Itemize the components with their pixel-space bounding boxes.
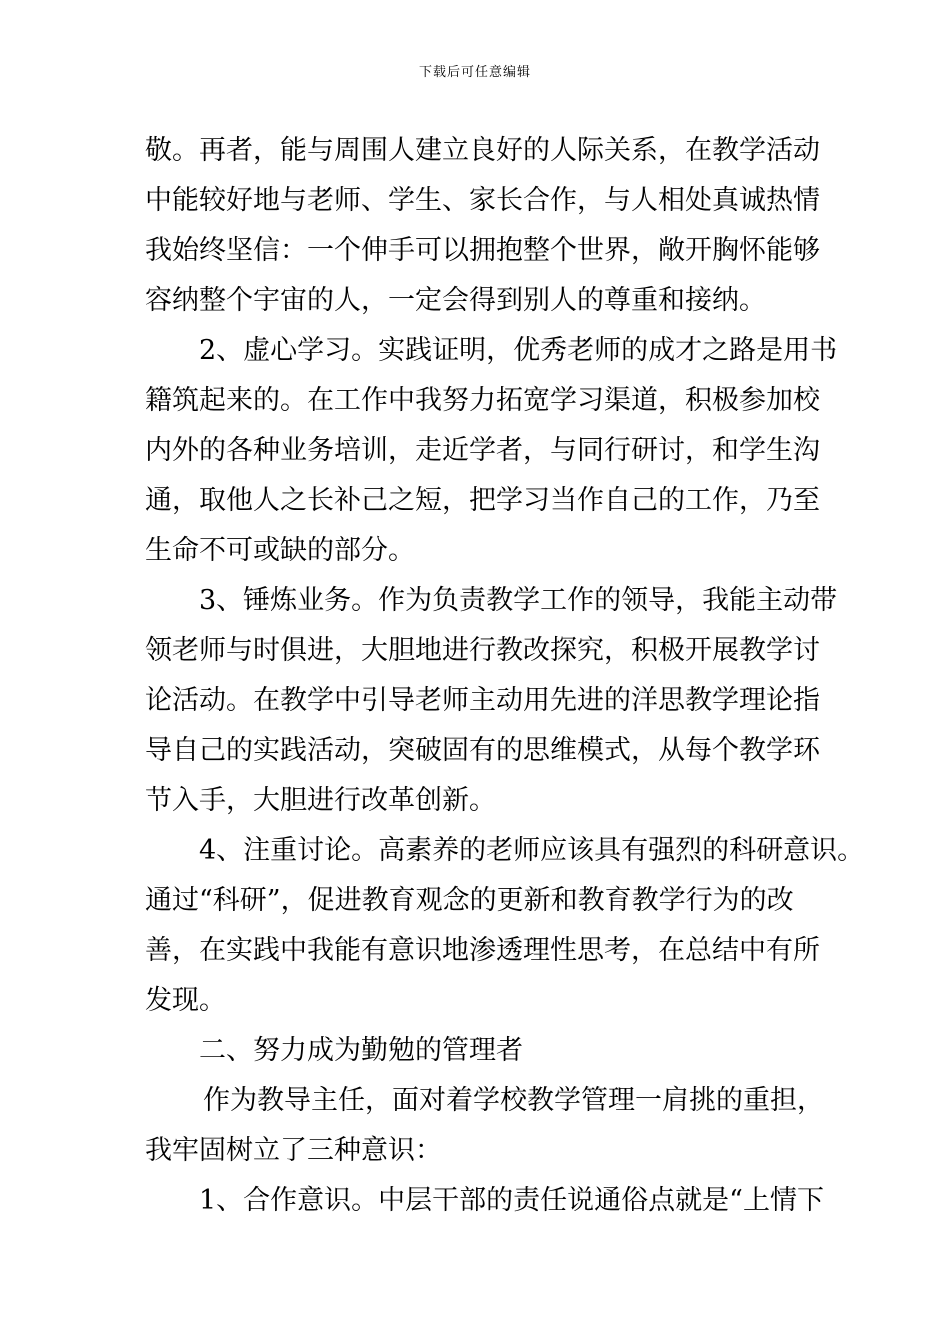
text-line-7: 内外的各种业务培训，走近学者，与同行研讨，和学生沟 [145, 435, 820, 466]
text-line-13: 导自己的实践活动，突破固有的思维模式，从每个教学环 [145, 735, 820, 766]
text-line-8: 通，取他人之长补己之短，把学习当作自己的工作，乃至 [145, 485, 820, 516]
text-line-10: 3、锤炼业务。作为负责教学工作的领导，我能主动带 [199, 585, 838, 616]
text-line-22: 1、合作意识。中层干部的责任说通俗点就是“上情下 [199, 1185, 824, 1216]
text-line-17: 善，在实践中我能有意识地渗透理性思考，在总结中有所 [145, 935, 820, 966]
text-line-12: 论活动。在教学中引导老师主动用先进的洋思教学理论指 [145, 685, 820, 716]
text-line-15: 4、注重讨论。高素养的老师应该具有强烈的科研意识。 [199, 835, 865, 866]
text-line-2: 中能较好地与老师、学生、家长合作，与人相处真诚热情 [145, 185, 820, 216]
text-line-6: 籍筑起来的。在工作中我努力拓宽学习渠道，积极参加校 [145, 385, 820, 416]
text-line-9: 生命不可或缺的部分。 [145, 535, 415, 566]
text-line-21: 我牢固树立了三种意识： [145, 1135, 442, 1166]
section-heading: 二、努力成为勤勉的管理者 [199, 1035, 523, 1066]
text-line-1: 敬。再者，能与周围人建立良好的人际关系，在教学活动 [145, 135, 820, 166]
text-line-11: 领老师与时俱进，大胆地进行教改探究，积极开展教学讨 [145, 635, 820, 666]
text-line-20: 作为教导主任，面对着学校教学管理一肩挑的重担， [203, 1085, 824, 1116]
text-line-4: 容纳整个宇宙的人，一定会得到别人的尊重和接纳。 [145, 285, 766, 316]
text-line-3: 我始终坚信：一个伸手可以拥抱整个世界，敞开胸怀能够 [145, 235, 820, 266]
page-header: 下载后可任意编辑 [418, 65, 531, 80]
text-line-14: 节入手，大胆进行改革创新。 [145, 785, 496, 816]
document-body [145, 126, 865, 1226]
text-line-18: 发现。 [145, 985, 226, 1016]
text-line-5: 2、虚心学习。实践证明，优秀老师的成才之路是用书 [199, 335, 838, 366]
text-line-16: 通过“科研”，促进教育观念的更新和教育教学行为的改 [145, 885, 794, 916]
